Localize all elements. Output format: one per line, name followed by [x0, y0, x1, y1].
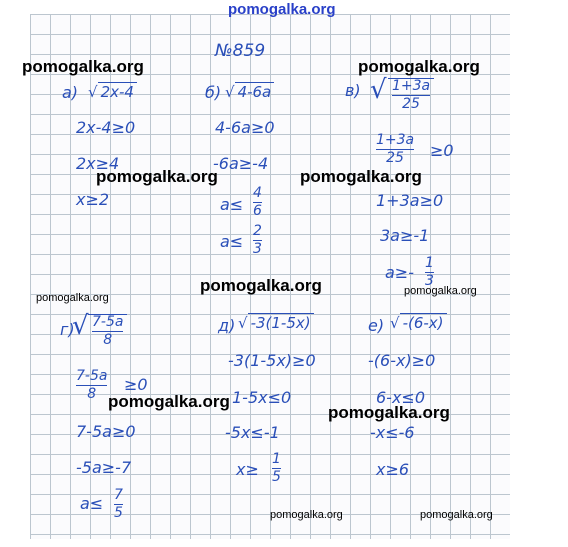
part-d-line1: -3(1-5x)≥0	[228, 351, 316, 370]
watermark: pomogalka.org	[200, 276, 322, 295]
part-g-line4-fraction	[114, 488, 123, 520]
part-g-radicand	[88, 314, 127, 347]
part-v-line4-num: 1	[425, 255, 434, 271]
part-b-line4-prefix: a≤	[220, 232, 244, 251]
part-v-line3: 3a≥-1	[380, 226, 430, 245]
part-e-line4: x≥6	[376, 460, 410, 479]
watermark: pomogalka.org	[22, 57, 144, 76]
part-g-root-sign: √	[72, 311, 89, 341]
part-d-line3: -5x≤-1	[225, 423, 280, 442]
part-v-rad-num: 1+3a	[392, 78, 431, 94]
part-e-line1: -(6-x)≥0	[368, 351, 436, 370]
part-v-line4-fraction	[425, 256, 434, 288]
part-b-line2: -6a≥-4	[213, 154, 269, 173]
part-a-line1: 2x-4≥0	[76, 118, 136, 137]
part-e-label: е)	[368, 316, 385, 335]
watermark: pomogalka.org	[300, 167, 422, 186]
part-b-line4-num: 2	[253, 223, 262, 239]
part-b-line1: 4-6a≥0	[215, 118, 275, 137]
part-v-line1-suffix: ≥0	[430, 141, 454, 160]
part-b-line3-den: 6	[253, 202, 262, 219]
part-g-line4-den: 5	[114, 504, 123, 521]
part-e-root: √ -(6-x)	[390, 314, 447, 332]
part-g-rad-num: 7-5a	[92, 314, 124, 330]
watermark: pomogalka.org	[328, 403, 450, 422]
watermark-top: pomogalka.org	[228, 1, 336, 18]
part-g-line1-den: 8	[87, 385, 97, 402]
part-v-root-sign: √	[370, 75, 387, 105]
part-a-line2: 2x≥4	[76, 154, 120, 173]
part-g-line1-num: 7-5a	[76, 368, 108, 384]
part-d-line4-fraction	[272, 452, 281, 484]
part-g-line1-suffix: ≥0	[124, 375, 148, 394]
part-g-rad-den: 8	[103, 331, 113, 348]
part-e-line3: -x≤-6	[370, 423, 415, 442]
part-d-label: д)	[218, 316, 236, 335]
part-b-line4-fraction	[253, 224, 262, 256]
part-d-line2: 1-5x≤0	[232, 388, 292, 407]
part-v-line1-fraction	[376, 133, 414, 165]
part-b-line4-den: 3	[253, 240, 262, 257]
part-a-root: √ 2x-4	[88, 83, 137, 101]
watermark: pomogalka.org	[404, 285, 477, 297]
problem-number: №859	[215, 41, 266, 61]
part-g-label: г)	[60, 320, 75, 339]
watermark: pomogalka.org	[358, 57, 480, 76]
watermark: pomogalka.org	[420, 509, 493, 521]
part-v-rad-den: 25	[402, 95, 420, 112]
watermark: pomogalka.org	[96, 167, 218, 186]
part-v-line2: 1+3a≥0	[376, 191, 444, 210]
part-b-root: √ 4-6a	[225, 83, 274, 101]
part-b-line3-num: 4	[253, 185, 262, 201]
part-b-label: б)	[205, 83, 222, 102]
part-d-radicand: -3(1-5x)	[248, 313, 314, 332]
part-v-line1-den: 25	[386, 149, 404, 166]
part-v-line4-prefix: a≥-	[385, 263, 414, 282]
part-e-radicand: -(6-x)	[400, 313, 447, 332]
part-b-radicand: 4-6a	[235, 82, 275, 101]
part-a-line3: x≥2	[76, 190, 110, 209]
part-v-line1-num: 1+3a	[376, 132, 415, 148]
part-v-line4-den: 3	[425, 272, 434, 289]
watermark: pomogalka.org	[36, 292, 109, 304]
part-v-radicand	[388, 78, 434, 111]
watermark: pomogalka.org	[270, 509, 343, 521]
watermark: pomogalka.org	[108, 392, 230, 411]
part-a-radicand: 2x-4	[98, 82, 137, 101]
part-d-root: √ -3(1-5x)	[238, 314, 314, 332]
part-a-label: а)	[62, 83, 79, 102]
part-e-line2: 6-x≤0	[376, 388, 426, 407]
part-b-line3-fraction	[253, 186, 262, 218]
part-v-label: в)	[345, 81, 361, 100]
part-b-line3-prefix: a≤	[220, 195, 244, 214]
part-d-line4-prefix: x≥	[236, 460, 259, 479]
part-d-line4-num: 1	[272, 451, 281, 467]
part-g-line4-num: 7	[114, 487, 123, 503]
part-g-line3: -5a≥-7	[76, 458, 132, 477]
part-g-line1-fraction	[76, 369, 107, 401]
part-d-line4-den: 5	[272, 468, 281, 485]
part-g-line4-prefix: a≤	[80, 494, 104, 513]
part-g-line2: 7-5a≥0	[76, 422, 136, 441]
